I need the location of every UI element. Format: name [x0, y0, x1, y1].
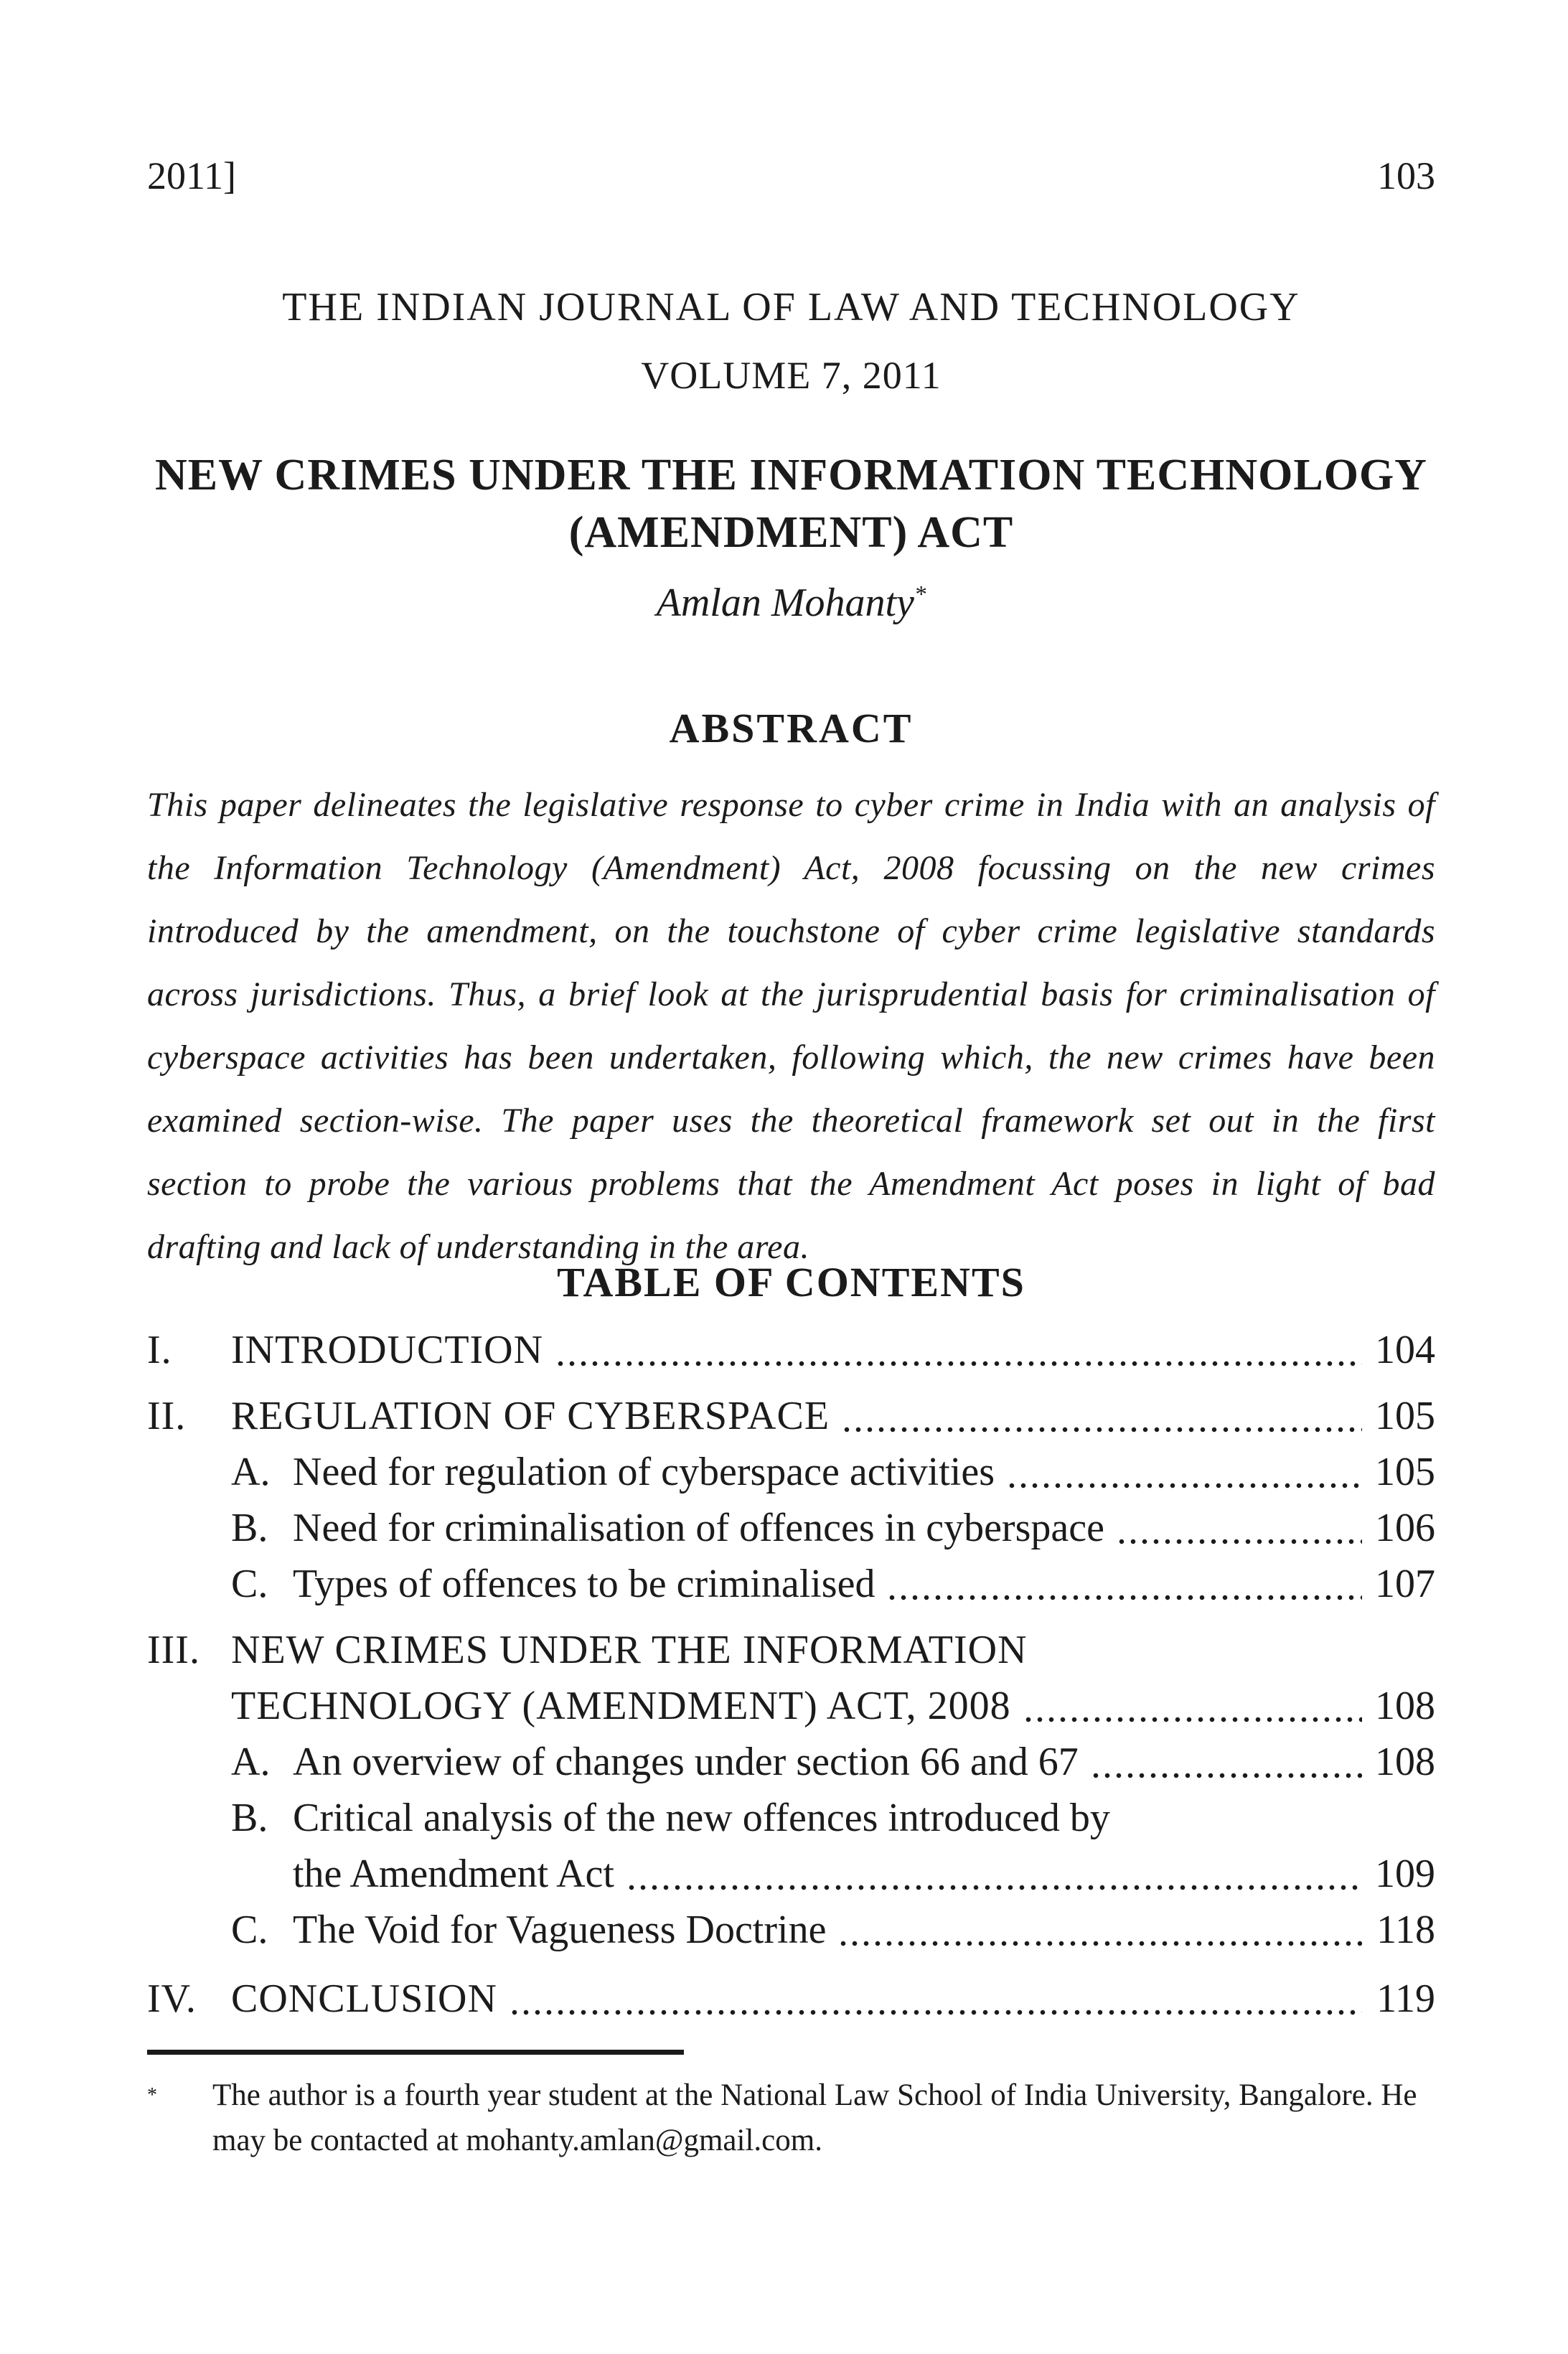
dot-leader: [1090, 1772, 1362, 1779]
toc-marker: A.: [231, 1740, 271, 1784]
dot-leader: [555, 1360, 1362, 1367]
toc-label: CONCLUSION: [231, 1976, 497, 2021]
toc-page-number: 119: [1376, 1976, 1435, 2021]
article-title: [147, 446, 1435, 561]
toc-page-number: 108: [1375, 1684, 1435, 1728]
toc-marker: C.: [231, 1562, 268, 1606]
toc-row-new-crimes-line2: [147, 1678, 1435, 1734]
dot-leader: [837, 1940, 1362, 1947]
toc-row-need-criminalisation: [147, 1500, 1435, 1556]
abstract-text: This paper delineates the legislative response to cyber crime in India with an analysis of the Information Technology (Amendment) Act, 2008 focussing on the new crimes introduced by the amendment, on the touchstone of cyber crime legislative standards across jurisdictions. Thus, a brief look at the jurisprudential basis for criminalisation of cyberspace activities has been undertaken, following which, the new crimes have been examined section-wise. The paper uses the theoretical framework set out in the first section to probe the various problems that the Amendment Act poses in light of bad drafting and lack of understanding in the area.: [147, 786, 1435, 1266]
footnote-text: The author is a fourth year student at the National Law School of India University, Bangalore. He may be contacted at mohanty.amlan@gmail.com.: [212, 2078, 1417, 2157]
header-page-number: 103: [1377, 154, 1435, 197]
toc-row-conclusion: [147, 1971, 1435, 2027]
toc-page-number: 118: [1376, 1908, 1435, 1952]
toc-label: An overview of changes under section 66 and 67: [293, 1740, 1079, 1784]
toc-row-regulation: [147, 1388, 1435, 1444]
author-name: Amlan Mohanty: [656, 581, 914, 625]
author-footnote-mark: *: [914, 581, 926, 608]
dot-leader: [1023, 1716, 1362, 1723]
article-title-line2: (AMENDMENT) ACT: [568, 508, 1014, 557]
toc-row-need-regulation: [147, 1444, 1435, 1500]
toc-label: Need for criminalisation of offences in cyberspace: [293, 1506, 1104, 1550]
footnote-mark: *: [147, 2084, 157, 2106]
dot-leader: [1006, 1482, 1362, 1489]
toc-label: INTRODUCTION: [231, 1328, 544, 1372]
page-header: [147, 155, 1435, 197]
toc-label: NEW CRIMES UNDER THE INFORMATION: [231, 1628, 1028, 1672]
dot-leader: [1116, 1538, 1362, 1545]
toc-page-number: 104: [1375, 1328, 1435, 1372]
toc-label: the Amendment Act: [293, 1852, 614, 1896]
dot-leader: [626, 1884, 1362, 1891]
dot-leader: [509, 2009, 1362, 2016]
toc-page-number: 107: [1375, 1562, 1435, 1606]
dot-leader: [841, 1426, 1362, 1433]
toc-label: Need for regulation of cyberspace activities: [293, 1450, 995, 1494]
journal-title: THE INDIAN JOURNAL OF LAW AND TECHNOLOGY: [282, 285, 1300, 329]
footnote-separator-rule: [147, 2050, 684, 2055]
toc-label: Types of offences to be criminalised: [293, 1562, 875, 1606]
toc-label: REGULATION OF CYBERSPACE: [231, 1394, 830, 1438]
toc-row-introduction: [147, 1322, 1435, 1378]
toc-marker: A.: [231, 1450, 271, 1494]
toc-page-number: 109: [1375, 1852, 1435, 1896]
toc-marker: II.: [147, 1394, 187, 1438]
article-title-line1: NEW CRIMES UNDER THE INFORMATION TECHNOLOGY: [155, 451, 1427, 500]
toc-marker: IV.: [147, 1976, 197, 2021]
abstract-heading: ABSTRACT: [669, 705, 914, 751]
table-of-contents: [147, 1322, 1435, 2027]
toc-label: TECHNOLOGY (AMENDMENT) ACT, 2008: [231, 1684, 1011, 1728]
toc-heading: TABLE OF CONTENTS: [557, 1259, 1025, 1305]
toc-row-critical-analysis-line1: [147, 1790, 1435, 1846]
toc-row-types-offences: [147, 1556, 1435, 1612]
toc-marker: I.: [147, 1328, 172, 1372]
toc-marker: B.: [231, 1506, 268, 1550]
toc-label: Critical analysis of the new offences introduced by: [293, 1796, 1110, 1840]
toc-marker: C.: [231, 1908, 268, 1952]
author-line: [147, 580, 1435, 626]
toc-row-overview-66-67: [147, 1734, 1435, 1790]
toc-marker: B.: [231, 1796, 268, 1840]
toc-marker: III.: [147, 1628, 200, 1672]
dot-leader: [886, 1594, 1362, 1601]
toc-page-number: 105: [1375, 1450, 1435, 1494]
toc-page-number: 108: [1375, 1740, 1435, 1784]
toc-row-critical-analysis-line2: [147, 1846, 1435, 1902]
header-year: 2011]: [147, 154, 236, 197]
toc-row-new-crimes-line1: [147, 1622, 1435, 1678]
toc-row-void-vagueness: [147, 1902, 1435, 1958]
toc-page-number: 106: [1375, 1506, 1435, 1550]
toc-page-number: 105: [1375, 1394, 1435, 1438]
toc-label: The Void for Vagueness Doctrine: [293, 1908, 827, 1952]
footnote: [147, 2073, 1435, 2163]
volume-line: VOLUME 7, 2011: [641, 354, 942, 397]
